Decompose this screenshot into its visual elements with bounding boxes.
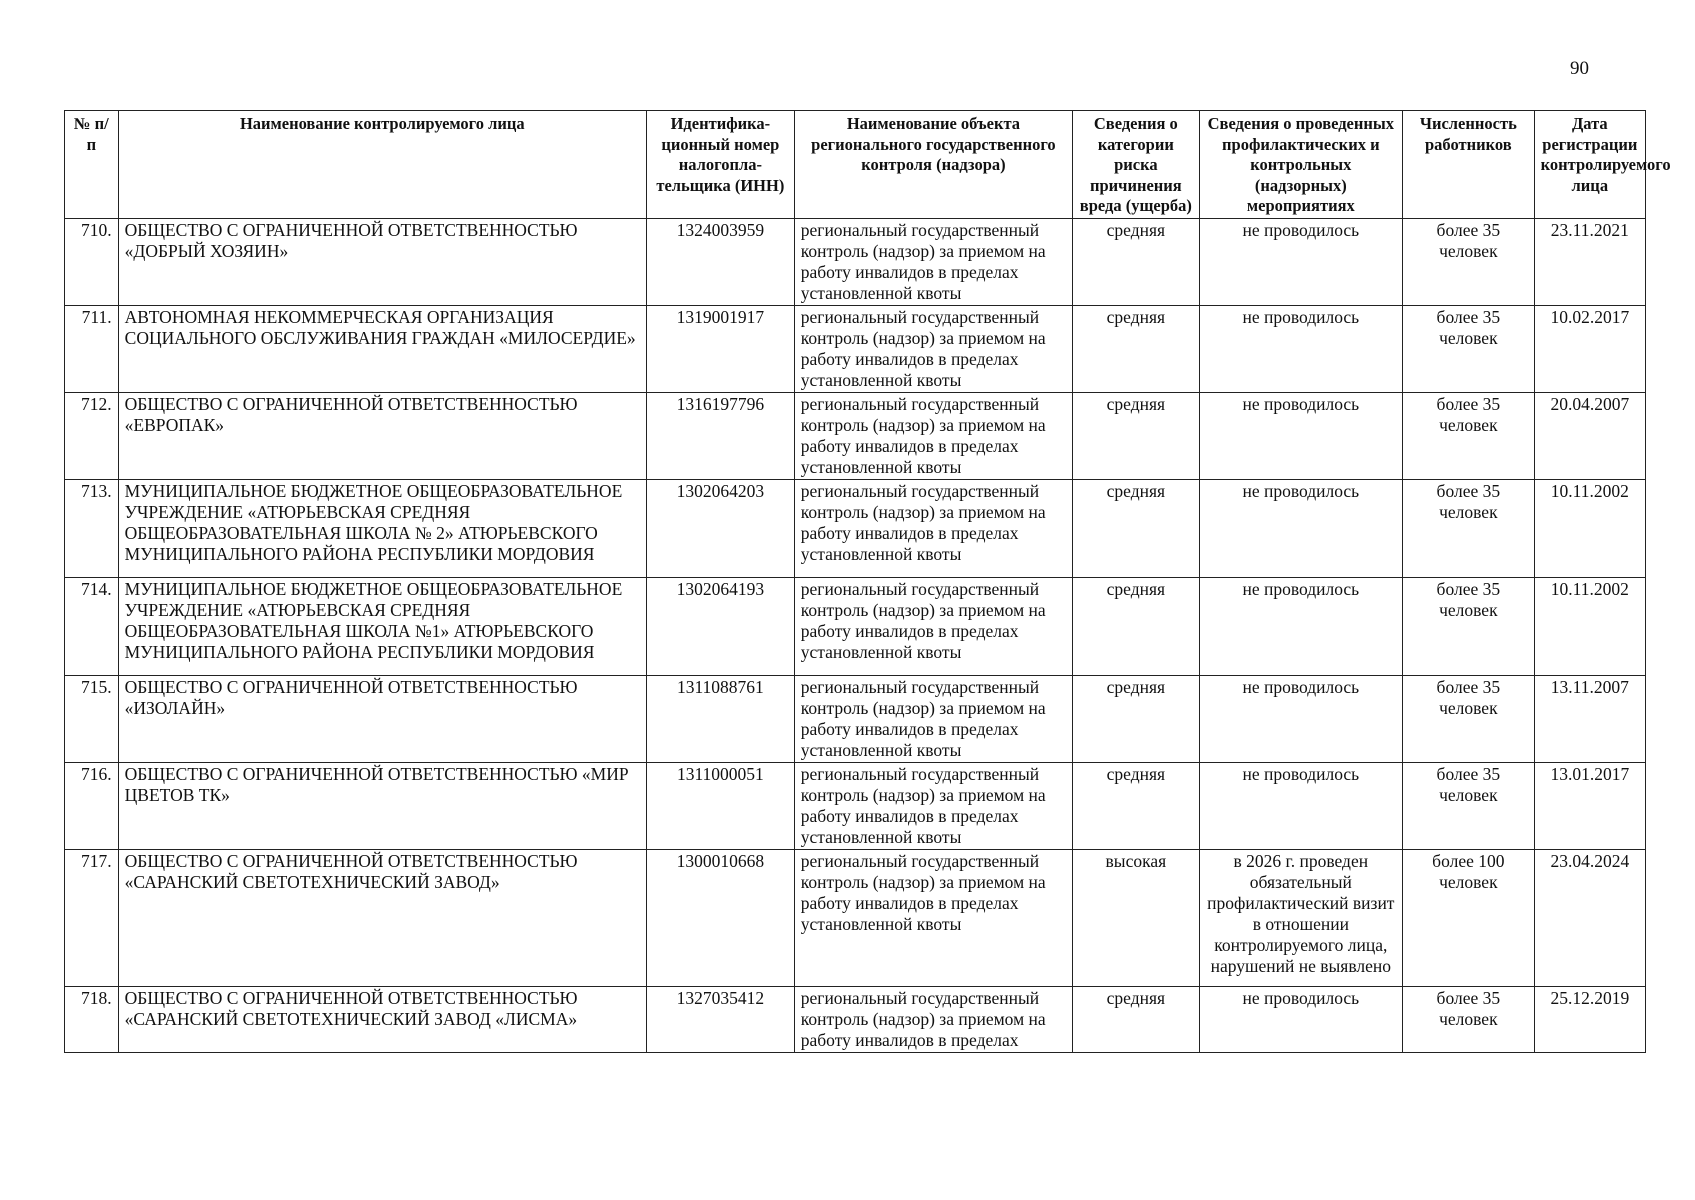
cell-object: региональный государственный контроль (надзор) за приемом на работу инвалидов в пределах установленной квоты: [794, 392, 1072, 479]
cell-date: 10.11.2002: [1534, 577, 1645, 675]
cell-inn: 1319001917: [646, 305, 794, 392]
cell-prevention: не проводилось: [1199, 392, 1402, 479]
cell-inn: 1324003959: [646, 218, 794, 305]
cell-risk: средняя: [1073, 675, 1200, 762]
cell-name: ОБЩЕСТВО С ОГРАНИЧЕННОЙ ОТВЕТСТВЕННОСТЬЮ «ЕВРОПАК»: [118, 392, 646, 479]
cell-name: ОБЩЕСТВО С ОГРАНИЧЕННОЙ ОТВЕТСТВЕННОСТЬЮ «ДОБРЫЙ ХОЗЯИН»: [118, 218, 646, 305]
cell-num: 715.: [65, 675, 119, 762]
cell-risk: средняя: [1073, 986, 1200, 1052]
cell-num: 711.: [65, 305, 119, 392]
header-num: № п/п: [65, 111, 119, 219]
cell-inn: 1302064203: [646, 479, 794, 577]
table-row: [65, 479, 1646, 577]
header-object: Наименование объекта регионального государственного контроля (надзора): [794, 111, 1072, 219]
cell-num: 714.: [65, 577, 119, 675]
cell-object: региональный государственный контроль (надзор) за приемом на работу инвалидов в пределах установленной квоты: [794, 305, 1072, 392]
cell-name: МУНИЦИПАЛЬНОЕ БЮДЖЕТНОЕ ОБЩЕОБРАЗОВАТЕЛЬНОЕ УЧРЕЖДЕНИЕ «АТЮРЬЕВСКАЯ СРЕДНЯЯ ОБЩЕОБРАЗОВАТЕЛЬНАЯ ШКОЛА № 2» АТЮРЬЕВСКОГО МУНИЦИПАЛЬНОГО РАЙОНА РЕСПУБЛИКИ МОРДОВИЯ: [118, 479, 646, 577]
cell-prevention: в 2026 г. проведен обязательный профилактический визит в отношении контролируемого лица, нарушений не выявлено: [1199, 849, 1402, 986]
table-row: [65, 762, 1646, 849]
cell-date: 13.01.2017: [1534, 762, 1645, 849]
cell-employees: более 35 человек: [1403, 675, 1535, 762]
cell-risk: средняя: [1073, 762, 1200, 849]
cell-num: 716.: [65, 762, 119, 849]
header-risk: Сведения о категории риска причинения вреда (ущерба): [1073, 111, 1200, 219]
cell-employees: более 35 человек: [1403, 577, 1535, 675]
cell-employees: более 35 человек: [1403, 392, 1535, 479]
cell-date: 20.04.2007: [1534, 392, 1645, 479]
cell-object: региональный государственный контроль (надзор) за приемом на работу инвалидов в пределах установленной квоты: [794, 675, 1072, 762]
cell-name: ОБЩЕСТВО С ОГРАНИЧЕННОЙ ОТВЕТСТВЕННОСТЬЮ «САРАНСКИЙ СВЕТОТЕХНИЧЕСКИЙ ЗАВОД»: [118, 849, 646, 986]
cell-inn: 1302064193: [646, 577, 794, 675]
cell-prevention: не проводилось: [1199, 762, 1402, 849]
cell-object: региональный государственный контроль (надзор) за приемом на работу инвалидов в пределах: [794, 986, 1072, 1052]
table-row: [65, 675, 1646, 762]
cell-name: ОБЩЕСТВО С ОГРАНИЧЕННОЙ ОТВЕТСТВЕННОСТЬЮ «МИР ЦВЕТОВ ТК»: [118, 762, 646, 849]
cell-name: МУНИЦИПАЛЬНОЕ БЮДЖЕТНОЕ ОБЩЕОБРАЗОВАТЕЛЬНОЕ УЧРЕЖДЕНИЕ «АТЮРЬЕВСКАЯ СРЕДНЯЯ ОБЩЕОБРАЗОВАТЕЛЬНАЯ ШКОЛА №1» АТЮРЬЕВСКОГО МУНИЦИПАЛЬНОГО РАЙОНА РЕСПУБЛИКИ МОРДОВИЯ: [118, 577, 646, 675]
cell-date: 13.11.2007: [1534, 675, 1645, 762]
cell-inn: 1300010668: [646, 849, 794, 986]
cell-employees: более 35 человек: [1403, 986, 1535, 1052]
cell-num: 718.: [65, 986, 119, 1052]
cell-employees: более 35 человек: [1403, 218, 1535, 305]
cell-employees: более 100 человек: [1403, 849, 1535, 986]
table-body: [65, 218, 1646, 1052]
cell-employees: более 35 человек: [1403, 305, 1535, 392]
cell-object: региональный государственный контроль (надзор) за приемом на работу инвалидов в пределах установленной квоты: [794, 762, 1072, 849]
cell-risk: средняя: [1073, 479, 1200, 577]
table-header-row: [65, 111, 1646, 219]
cell-num: 713.: [65, 479, 119, 577]
cell-date: 23.11.2021: [1534, 218, 1645, 305]
cell-object: региональный государственный контроль (надзор) за приемом на работу инвалидов в пределах установленной квоты: [794, 479, 1072, 577]
cell-employees: более 35 человек: [1403, 762, 1535, 849]
cell-prevention: не проводилось: [1199, 577, 1402, 675]
cell-num: 717.: [65, 849, 119, 986]
cell-risk: средняя: [1073, 392, 1200, 479]
header-date: Дата регистрации контролируемого лица: [1534, 111, 1645, 219]
cell-risk: средняя: [1073, 218, 1200, 305]
table-row: [65, 849, 1646, 986]
table-row: [65, 986, 1646, 1052]
cell-num: 710.: [65, 218, 119, 305]
header-inn: Идентифика-ционный номер налогопла-тельщика (ИНН): [646, 111, 794, 219]
table-row: [65, 218, 1646, 305]
cell-date: 25.12.2019: [1534, 986, 1645, 1052]
cell-object: региональный государственный контроль (надзор) за приемом на работу инвалидов в пределах установленной квоты: [794, 577, 1072, 675]
cell-date: 10.11.2002: [1534, 479, 1645, 577]
cell-risk: средняя: [1073, 577, 1200, 675]
cell-date: 23.04.2024: [1534, 849, 1645, 986]
cell-name: ОБЩЕСТВО С ОГРАНИЧЕННОЙ ОТВЕТСТВЕННОСТЬЮ «ИЗОЛАЙН»: [118, 675, 646, 762]
registry-table: [64, 110, 1671, 1053]
cell-inn: 1311000051: [646, 762, 794, 849]
header-employees: Численность работников: [1403, 111, 1535, 219]
cell-object: региональный государственный контроль (надзор) за приемом на работу инвалидов в пределах установленной квоты: [794, 849, 1072, 986]
table-row: [65, 577, 1646, 675]
cell-date: 10.02.2017: [1534, 305, 1645, 392]
cell-inn: 1327035412: [646, 986, 794, 1052]
cell-name: АВТОНОМНАЯ НЕКОММЕРЧЕСКАЯ ОРГАНИЗАЦИЯ СОЦИАЛЬНОГО ОБСЛУЖИВАНИЯ ГРАЖДАН «МИЛОСЕРДИЕ»: [118, 305, 646, 392]
header-prevention: Сведения о проведенных профилактических и контрольных (надзорных) мероприятиях: [1199, 111, 1402, 219]
cell-inn: 1311088761: [646, 675, 794, 762]
cell-employees: более 35 человек: [1403, 479, 1535, 577]
cell-prevention: не проводилось: [1199, 986, 1402, 1052]
cell-prevention: не проводилось: [1199, 479, 1402, 577]
cell-name: ОБЩЕСТВО С ОГРАНИЧЕННОЙ ОТВЕТСТВЕННОСТЬЮ «САРАНСКИЙ СВЕТОТЕХНИЧЕСКИЙ ЗАВОД «ЛИСМА»: [118, 986, 646, 1052]
cell-prevention: не проводилось: [1199, 305, 1402, 392]
cell-risk: высокая: [1073, 849, 1200, 986]
table-row: [65, 392, 1646, 479]
table-row: [65, 305, 1646, 392]
cell-risk: средняя: [1073, 305, 1200, 392]
header-name: Наименование контролируемого лица: [118, 111, 646, 219]
cell-num: 712.: [65, 392, 119, 479]
cell-prevention: не проводилось: [1199, 675, 1402, 762]
cell-inn: 1316197796: [646, 392, 794, 479]
page-number: 90: [1570, 58, 1589, 79]
cell-prevention: не проводилось: [1199, 218, 1402, 305]
cell-object: региональный государственный контроль (надзор) за приемом на работу инвалидов в пределах установленной квоты: [794, 218, 1072, 305]
